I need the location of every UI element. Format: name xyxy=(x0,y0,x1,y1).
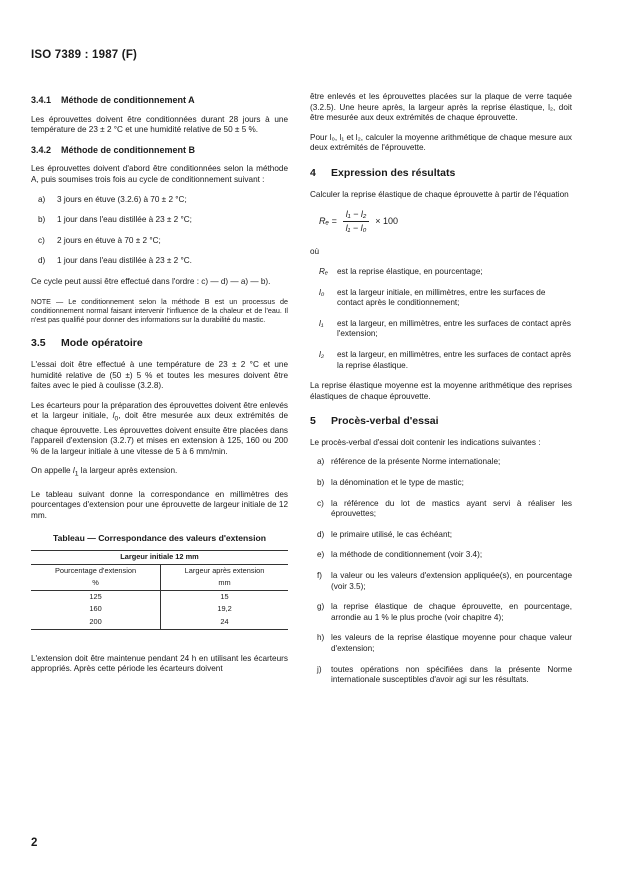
section-3-4-2-heading xyxy=(31,145,288,156)
text-run: Les écarteurs pour la préparation des éprouvettes doivent être enlevés et la largeur initiale, xyxy=(31,400,288,421)
list-label: a) xyxy=(317,457,325,467)
list-label: a) xyxy=(38,194,46,204)
list-text: la méthode de conditionnement (voir 3.4); xyxy=(331,550,483,560)
list-label: d) xyxy=(317,529,325,539)
list-label: b) xyxy=(38,215,46,225)
table-cell: 19,2 xyxy=(161,603,288,616)
definition-item xyxy=(310,267,572,278)
definition-text: est la largeur initiale, en millimètres, entre les surfaces de contact après le conditionnement; xyxy=(337,287,546,308)
list-text: référence de la présente Norme internationale; xyxy=(331,457,501,467)
continuation-paragraph: être enlevés et les éprouvettes placées sur la plaque de verre taquée (3.2.5). Une heure après, la largeur après la reprise élastique, l₂, doit être mesurée aux deux extrémités de chaque éprouvette. xyxy=(310,92,572,123)
right-column xyxy=(310,92,572,696)
list-item xyxy=(310,499,572,520)
list-text: la valeur ou les valeurs d'extension appliquée(s), en pourcentage (voir 3.5); xyxy=(331,571,572,591)
definition-item xyxy=(310,319,572,340)
section-5-heading xyxy=(310,416,572,427)
section-3-5-paragraph-1: L'essai doit être effectué à une température de 23 ± 2 °C et une humidité relative de (50 ±) 5 % et toutes les mesures doivent être faites avec le pied à coulisse (3.2.8). xyxy=(31,360,288,391)
elastic-recovery-formula xyxy=(319,209,572,233)
document-header: ISO 7389 : 1987 (F) xyxy=(31,49,138,61)
list-label: b) xyxy=(317,478,325,488)
definition-text: est la reprise élastique, en pourcentage; xyxy=(337,266,483,276)
section-3-5-paragraph-2 xyxy=(31,401,288,458)
list-item xyxy=(31,256,288,267)
symbol: l xyxy=(72,466,75,476)
formula-rhs: × 100 xyxy=(375,215,399,226)
after-table-paragraph: L'extension doit être maintenue pendant 24 h en utilisant les écarteurs appropriés. Après cette période les écarteurs doivent xyxy=(31,653,288,674)
section-title: Méthode de conditionnement B xyxy=(61,144,195,155)
table-row xyxy=(31,603,288,616)
list-text: 3 jours en étuve (3.2.6) à 70 ± 2 °C; xyxy=(57,194,187,204)
table-unit: % xyxy=(92,578,99,588)
text-run: , doit être mesurée aux deux extrémités de chaque éprouvette. Les éprouvettes doivent ensuite être placées dans l'appareil d'extension (3.2.7) et mises en extension à 125, 160 ou 200 % de la largeur initiale à une vitesse de 5 à 6 mm/min. xyxy=(31,411,289,456)
section-5-intro: Le procès-verbal d'essai doit contenir les indications suivantes : xyxy=(310,437,541,447)
list-text: la reprise élastique de chaque éprouvette, en pourcentage, arrondie au 1 % le plus proche (voir chapitre 4); xyxy=(331,602,572,622)
section-title: Procès-verbal d'essai xyxy=(331,415,439,428)
table-span-header: Largeur initiale 12 mm xyxy=(31,551,288,565)
note: NOTE — Le conditionnement selon la méthode B est un processus de conditionnement normal faisant intervenir l'influence de la chaleur et de l'eau. Il n'est pas qualifié pour donner des informations sur la durabilité du mastic. xyxy=(31,296,288,325)
extension-table xyxy=(31,550,288,630)
table-cell: 125 xyxy=(89,591,102,601)
list-label: f) xyxy=(317,571,323,581)
list-item xyxy=(310,478,572,489)
table-cell: 200 xyxy=(89,616,102,626)
section-3-4-2-body: Les éprouvettes doivent d'abord être conditionnées selon la méthode A, puis soumises trois fois au cycle de conditionnement suivant : xyxy=(31,164,288,184)
list-text: le primaire utilisé, le cas échéant; xyxy=(331,529,453,539)
section-number: 3.4.2 xyxy=(31,144,52,155)
symbol: l xyxy=(112,411,115,421)
list-item xyxy=(310,530,572,541)
formula-lhs: Rₑ = xyxy=(319,215,337,226)
table-title: Tableau — Correspondance des valeurs d'extension xyxy=(53,533,266,544)
list-item xyxy=(310,550,572,561)
list-item xyxy=(310,571,572,592)
formula-numerator: l₁ − l₂ xyxy=(343,209,370,222)
section-title: Expression des résultats xyxy=(331,166,456,179)
formula-denominator: l₁ − l₀ xyxy=(345,222,367,233)
definition-item xyxy=(310,288,572,309)
definition-item xyxy=(310,350,572,371)
section-title: Méthode de conditionnement A xyxy=(61,95,195,105)
section-3-4-1-heading xyxy=(31,95,288,106)
list-text: la référence du lot de mastics ayant servi à réaliser les éprouvettes; xyxy=(331,498,572,519)
definition-symbol: l₀ xyxy=(319,287,325,297)
section-3-5-heading xyxy=(31,338,288,349)
list-label: g) xyxy=(317,602,325,612)
definition-text: est la largeur, en millimètres, entre les surfaces de contact après la reprise élastique. xyxy=(337,349,571,370)
list-text: les valeurs de la reprise élastique moyenne pour chaque valeur d'extension; xyxy=(331,633,572,653)
list-text: la dénomination et le type de mastic; xyxy=(331,478,464,488)
section-title: Mode opératoire xyxy=(61,337,143,350)
list-item xyxy=(31,236,288,247)
list-label: j) xyxy=(317,664,322,674)
definition-text: est la largeur, en millimètres, entre les surfaces de contact après l'extension; xyxy=(337,318,571,339)
list-text: 1 jour dans l'eau distillée à 23 ± 2 °C. xyxy=(57,256,192,266)
section-4-heading xyxy=(310,168,572,179)
list-text: 1 jour dans l'eau distillée à 23 ± 2 °C; xyxy=(57,215,192,225)
list-label: d) xyxy=(38,256,46,266)
list-item xyxy=(31,215,288,226)
list-label: h) xyxy=(317,633,325,643)
section-3-4-1-body: Les éprouvettes doivent être conditionnées durant 28 jours à une température de 23 ± 2 °C et une humidité relative de 50 ± 5 %. xyxy=(31,114,288,135)
table-cell: 15 xyxy=(161,590,288,603)
table-column-header: Pourcentage d'extension xyxy=(54,565,137,575)
list-text: toutes opérations non spécifiées dans la présente Norme internationale susceptibles d'avoir agi sur les résultats. xyxy=(331,664,572,685)
section-3-5-paragraph-4: Le tableau suivant donne la correspondance en millimètres des pourcentages d'extension pour une éprouvette de largeur initiale de 12 mm. xyxy=(31,489,288,520)
left-column xyxy=(31,95,288,684)
cycle-order-text: Ce cycle peut aussi être effectué dans l'ordre : c) — d) — a) — b). xyxy=(31,276,271,286)
table-column-header: Largeur après extension xyxy=(161,564,288,577)
list-item xyxy=(310,665,572,686)
section-number: 3.4.1 xyxy=(31,95,52,105)
definition-symbol: l₁ xyxy=(319,318,324,328)
list-label: c) xyxy=(317,498,324,508)
table-unit: mm xyxy=(161,577,288,590)
page-number: 2 xyxy=(31,837,38,849)
where-label: où xyxy=(310,247,320,257)
definition-symbol: Rₑ xyxy=(319,266,329,276)
table-cell: 160 xyxy=(89,604,102,614)
section-4-closing: La reprise élastique moyenne est la moyenne arithmétique des reprises élastiques de chaque éprouvette. xyxy=(310,381,572,401)
list-label: e) xyxy=(317,550,325,560)
subscript: 0 xyxy=(114,416,119,424)
list-text: 2 jours en étuve à 70 ± 2 °C; xyxy=(57,235,161,245)
definition-symbol: l₂ xyxy=(319,349,324,359)
table-row xyxy=(31,616,288,629)
section-3-5-paragraph-3 xyxy=(31,466,288,480)
section-number: 5 xyxy=(310,415,316,428)
list-item xyxy=(310,633,572,654)
formula-fraction xyxy=(343,209,370,233)
table-cell: 24 xyxy=(161,616,288,629)
section-4-intro: Calculer la reprise élastique de chaque éprouvette à partir de l'équation xyxy=(310,189,569,199)
list-item xyxy=(31,195,288,206)
text-run: On appelle xyxy=(31,466,73,476)
list-label: c) xyxy=(38,235,45,245)
list-item xyxy=(310,457,572,468)
averaging-paragraph: Pour l₀, l₁ et l₂, calculer la moyenne arithmétique de chaque mesure aux deux extrémités de l'éprouvette. xyxy=(310,132,572,153)
text-run: la largeur après extension. xyxy=(78,466,178,476)
table-row xyxy=(31,590,288,603)
section-number: 4 xyxy=(310,166,316,179)
list-item xyxy=(310,602,572,623)
section-number: 3.5 xyxy=(31,337,46,350)
subscript: 1 xyxy=(74,471,79,479)
